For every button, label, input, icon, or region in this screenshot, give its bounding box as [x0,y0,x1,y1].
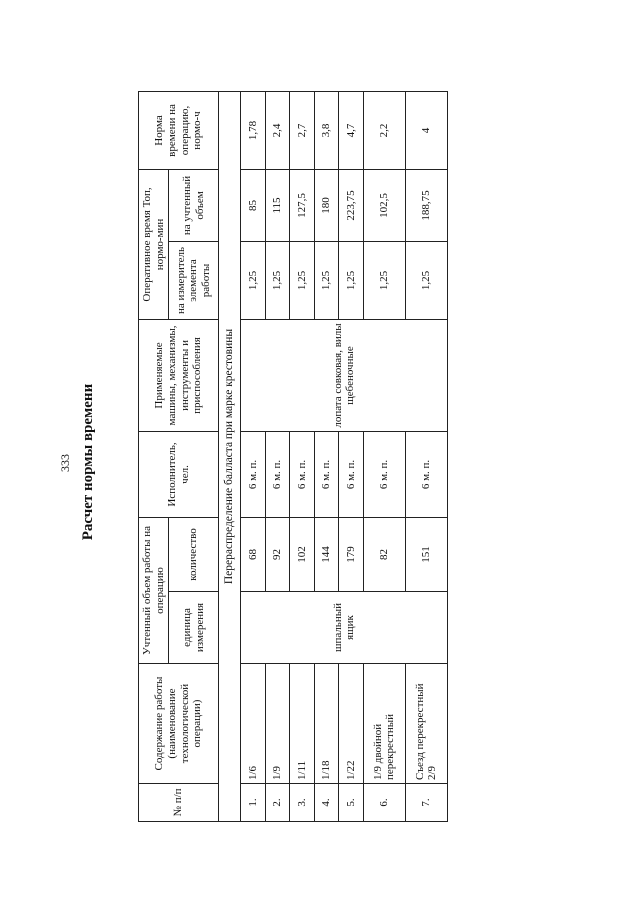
row-num: 1. [241,784,266,822]
header-num: № п/п [139,784,219,822]
row-content: Съезд перекрестный 2/9 [405,664,447,784]
row-content: 1/22 [339,664,364,784]
row-num: 5. [339,784,364,822]
row-content: 1/9 [265,664,290,784]
row-content: 1/6 [241,664,266,784]
machines-merged-cell: лопата совковая, вилы щебеночные [241,319,448,431]
table-row [290,91,315,821]
row-num: 2. [265,784,290,822]
row-per-volume: 102,5 [363,169,405,241]
header-machines: Применяемые машины, механизмы, инструменты и приспособления [139,319,219,431]
header-executor: Исполнитель, чел. [139,431,219,517]
header-volume: Учтенный объем работы на операцию [139,517,169,663]
row-qty: 179 [339,517,364,591]
row-norm: 4,7 [339,91,364,169]
row-per-unit: 1,25 [314,241,339,319]
row-norm: 1,78 [241,91,266,169]
header-op-time-vol: на учтенный объем [169,169,219,241]
row-norm: 3,8 [314,91,339,169]
row-per-volume: 188,75 [405,169,447,241]
row-per-unit: 1,25 [363,241,405,319]
page-title: Расчет нормы времени [80,383,96,541]
row-per-unit: 1,25 [405,241,447,319]
row-qty: 151 [405,517,447,591]
table-row [265,91,290,821]
row-norm: 4 [405,91,447,169]
header-op-time-unit: на измеритель элемента работы [169,241,219,319]
header-row-1 [139,91,169,821]
row-executor: 6 м. п. [290,431,315,517]
row-per-volume: 223,75 [339,169,364,241]
row-num: 7. [405,784,447,822]
table-row [405,91,447,821]
row-qty: 82 [363,517,405,591]
section-title: Перераспределение балласта при марке крестовины [219,91,241,821]
row-num: 6. [363,784,405,822]
unit-merged-cell: шпальный ящик [241,592,448,664]
section-row [219,91,241,821]
row-executor: 6 м. п. [314,431,339,517]
row-qty: 92 [265,517,290,591]
rotated-table-wrapper [138,92,448,822]
row-per-unit: 1,25 [290,241,315,319]
row-norm: 2,2 [363,91,405,169]
header-norm: Норма времени на операцию, нормо-ч [139,91,219,169]
row-per-volume: 180 [314,169,339,241]
row-qty: 144 [314,517,339,591]
row-per-volume: 127,5 [290,169,315,241]
header-volume-unit: единица измерения [169,592,219,664]
table-row [314,91,339,821]
row-num: 4. [314,784,339,822]
row-num: 3. [290,784,315,822]
header-op-time: Оперативное время Топ, нормо-мин [139,169,169,319]
row-content: 1/11 [290,664,315,784]
row-content: 1/18 [314,664,339,784]
table-row [241,91,266,821]
time-norm-table [138,91,448,822]
page-number: 333 [58,454,72,472]
row-norm: 2,4 [265,91,290,169]
row-executor: 6 м. п. [405,431,447,517]
header-volume-qty: количество [169,517,219,591]
header-content: Содержание работы (наименование технологической операции) [139,664,219,784]
row-per-unit: 1,25 [241,241,266,319]
row-norm: 2,7 [290,91,315,169]
row-executor: 6 м. п. [265,431,290,517]
table-row [339,91,364,821]
row-executor: 6 м. п. [241,431,266,517]
row-per-volume: 85 [241,169,266,241]
row-executor: 6 м. п. [363,431,405,517]
row-per-volume: 115 [265,169,290,241]
row-qty: 102 [290,517,315,591]
row-per-unit: 1,25 [265,241,290,319]
row-per-unit: 1,25 [339,241,364,319]
row-executor: 6 м. п. [339,431,364,517]
row-content: 1/9 двойной перекрестный [363,664,405,784]
table-row [363,91,405,821]
row-qty: 68 [241,517,266,591]
